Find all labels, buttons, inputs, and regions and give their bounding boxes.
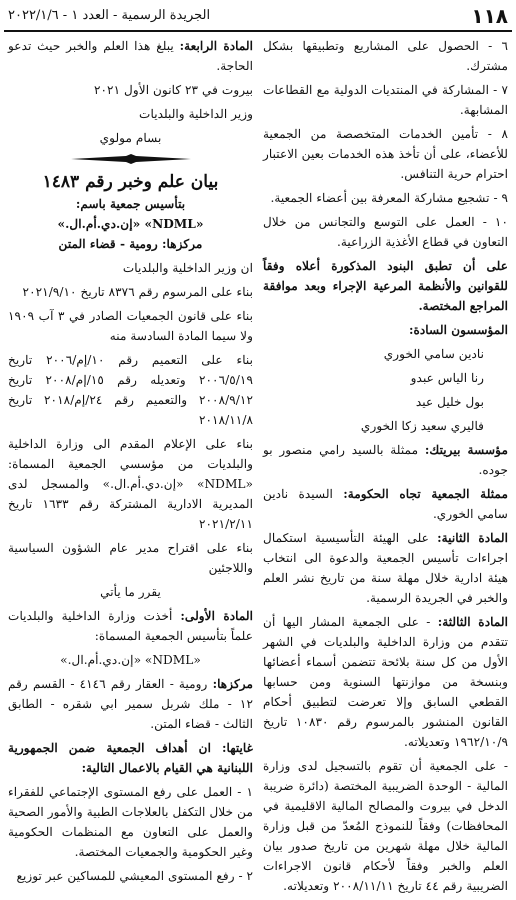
goal-item: ٢ - رفع المستوى المعيشي للمساكين عبر توزيع [16, 869, 253, 883]
article-2 [263, 528, 508, 608]
basis-clause: بناء على التعميم رقم ١٠/إم/٢٠٠٦ تاريخ ٢٠٠٦/٥/١٩ وتعديله رقم ١٥/إم/٢٠٠٨ تاريخ ٢٠٠٨/٩/١٢ والتعميم رقم ٢٤/إم/٢٠١٨ تاريخ ٢٠١٨/١١/٨ [8, 353, 254, 427]
article-2-label: المادة الثانية: [437, 531, 509, 545]
article-1-label: المادة الأولى: [180, 609, 253, 623]
basis-clause: بناء على المرسوم رقم ٨٣٧٦ تاريخ ٢٠٢١/٩/١٠ [22, 285, 253, 299]
goal-item: ٨ - تأمين الخدمات المتخصصة من الجمعية للأعضاء، على أن تأخذ هذه الخدمات بعين الاعتبار احترام حرية التنافس. [263, 127, 508, 181]
page-header [4, 4, 512, 32]
article-1-association-name: «NDML» «إن.دي.أم.ال.» [60, 653, 201, 667]
hq-label: مركزها: [212, 677, 253, 691]
right-column [263, 36, 508, 900]
basis-clause: بناء على الإعلام المقدم الى وزارة الداخلية والبلديات من مؤسسي الجمعية المسماة: «NDML» «إن.دي.أم.ال.» والمسجل لدى المديرية الادارية المشتركة رقم ١٦٣٣ تاريخ ٢٠٢١/٢/١١ [8, 437, 254, 531]
founder-name: نادين سامي الخوري [383, 347, 484, 361]
hq-text: رومية - العقار رقم ٤١٤٦ - القسم رقم ١٢ - ملك شربل سمير ابي شقره - الطابق الثالث - قضاء المتن. [8, 677, 253, 731]
page-number: ١١٨ [471, 4, 508, 28]
minister-name: بسام مولوي [99, 131, 162, 145]
article-2-text: على الهيئة التأسيسية استكمال اجراءات تأسيس الجمعية والدعوة الى انتخاب هيئة ادارية خلال مهلة سنة من تاريخ نشر العلم والخبر في الجريدة الرسمية. [263, 531, 508, 605]
company-founder [263, 440, 508, 480]
article-3-label: المادة الثالثة: [437, 615, 508, 629]
article-3-text: - على الجمعية المشار اليها أن تتقدم من وزارة الداخلية والبلديات في الشهر الأول من كل سنة بلائحة تتضمن أسماء أعضائها وبنسخة من موازنتها السنوية ومن حسابها القطعي السابق وإلا تعرضت لتطبيق أحكام القانون المنشور بالمرسوم رقم ١٠٨٣٠ تاريخ ١٩٦٢/١٠/٩ وتعديلاته. [263, 615, 508, 749]
goal-item: ١ - العمل على رفع المستوى الإجتماعي للفقراء من خلال التكفل بالعلاجات الطبية والأمور الصحية والعمل على التعاون مع المنظمات الحكومية وغير الحكومية والجمعيات المختصة. [8, 785, 253, 859]
founder-name: رنا الياس عبدو [410, 371, 484, 385]
government-rep [263, 484, 508, 524]
minister-title: وزير الداخلية والبلديات [139, 107, 253, 121]
declaration-title: بيان علم وخبر رقم ١٤٨٣ [42, 172, 219, 192]
founders-heading: المؤسسون السادة: [408, 323, 508, 337]
article-3-tax: - على الجمعية أن تقوم بالتسجيل لدى وزارة المالية - الوحدة الضريبية المختصة (دائرة ضريبة الدخل في بيروت والمصالح المالية الاقليمية في المحافظات) وفقاً للنموذج المُعدّ من قبل وزارة المالية خلال مهلة شهرين من تاريخ صدور بيان العلم والخبر وفقاً لأحكام قانون الاجراءات الضريبية رقم ٤٤ تاريخ ٢٠٠٨/١١/١١ وتعديلاته. [263, 759, 508, 893]
rep-label: ممثلة الجمعية تجاه الحكومة: [343, 487, 508, 501]
company-label: مؤسسة بيريتك: [424, 443, 508, 457]
association-hq: مركزها: رومية - قضاء المتن [58, 237, 203, 251]
article-4-label: المادة الرابعة: [179, 39, 253, 53]
declaration-subtitle: بتأسيس جمعية باسم: [75, 197, 186, 211]
article-1-text: أخذت وزارة الداخلية والبلديات علماً بتأسيس الجمعية المسماة: [8, 609, 253, 643]
article-4-text: يبلغ هذا العلم والخبر حيث تدعو الحاجة. [8, 39, 253, 73]
company-text: ممثلة بالسيد رامي منصور بو جوده. [263, 443, 508, 477]
place-date: بيروت في ٢٣ كانون الأول ٢٠٢١ [93, 83, 253, 97]
basis-clause: بناء على قانون الجمعيات الصادر في ٣ آب ١٩٠٩ ولا سيما المادة السادسة منه [8, 309, 253, 343]
basis-clause: بناء على اقتراح مدير عام الشؤون السياسية واللاجئين [8, 541, 253, 575]
decides-heading: يقرر ما يأتي [100, 585, 161, 599]
goal-item: ٩ - تشجيع مشاركة المعرفة بين أعضاء الجمعية. [270, 191, 508, 205]
compliance-clause: على أن تطبق البنود المذكورة أعلاه وفقاً للقوانين والأنظمة المرعية الإجراء وبعد موافقة المراجع المختصة. [263, 259, 508, 313]
gazette-title: الجريدة الرسمية - العدد ١ - ٢٠٢٢/١/٦ [8, 8, 211, 23]
founder-name: بول خليل عيد [415, 395, 484, 409]
founder-name: فاليري سعيد زكا الخوري [360, 419, 484, 433]
headquarters [8, 674, 253, 734]
intro-line: ان وزير الداخلية والبلديات [122, 261, 253, 275]
rep-text: السيدة نادين سامي الخوري. [263, 487, 508, 521]
article-4 [8, 36, 253, 76]
association-name: «NDML» «إن.دي.أم.ال.» [57, 217, 204, 231]
goal-item: ١٠ - العمل على التوسع والتجانس من خلال التعاون في قطاع الأغذية الزراعية. [263, 215, 508, 249]
goals-heading: غايتها: ان أهداف الجمعية ضمن الجمهورية اللبنانية هي القيام بالاعمال التالية: [8, 741, 253, 775]
divider-ornament [71, 154, 191, 164]
goal-item: ٦ - الحصول على المشاريع وتطبيقها بشكل مشترك. [263, 39, 508, 73]
article-1 [8, 606, 253, 646]
article-3 [263, 612, 508, 752]
left-column [8, 36, 253, 890]
goal-item: ٧ - المشاركة في المنتديات الدولية مع القطاعات المشابهة. [263, 83, 508, 117]
